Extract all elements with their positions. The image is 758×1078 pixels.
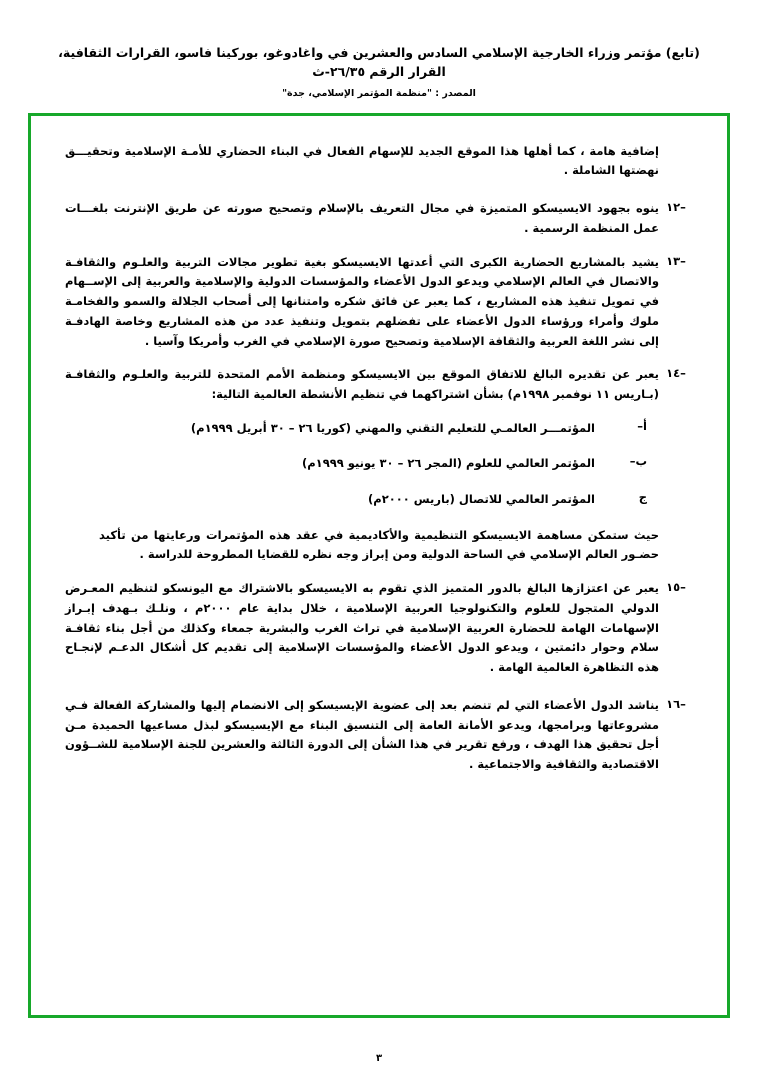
- clause-text: ينوه بجهود الايسيسكو المتميزة في مجال التعريف بالإسلام وتصحيح صورته عن طريق الإنترنت بلغـــات عمل المنظمة الرسمية .: [65, 201, 659, 235]
- clause-text: يعبر عن تقديره البالغ للاتفاق الموقع بين الايسيسكو ومنظمة الأمم المتحدة للتربية والعلـوم والثقافـة (بـاريس ١١ نوفمبر ١٩٩٨م) بشأن اشتراكهما في تنظيم الأنشطة العالمية التالية:: [65, 367, 659, 402]
- subitem-text: المؤتمر العالمي للاتصال (باريس ٢٠٠٠م): [368, 492, 595, 507]
- clause-text: يعبر عن اعتزازها البالغ بالدور المتميز الذي تقوم به الايسيسكو بالاشتراك مع اليونسكو لتنظيم المعـرض الدولي المتجول للعلوم والتكنولوجيا العربية الإسلامية ، خلال بداية عام ٢٠٠٠م ، ونلـك بـهدف إبـراز الإسهامات الهامة للحضارة العربية الإسلامية في تراث الغرب والبشرية جمعاء وكذلك من أجل بناء ثقافـة سلام وحوار دائمتين ، ويدعو الدول الأعضاء والمؤسسات الإسلامية إلى تقديم كل أشكال الدعـم لإنجـاح هذه التظاهرة العالمية الهامة .: [65, 581, 659, 675]
- clause-number: –١٦: [666, 696, 686, 711]
- clause-number: –١٤: [666, 366, 686, 381]
- continued-paragraph: إضافية هامة ، كما أهلها هذا الموقع الجديد للإسهام الفعال في البناء الحضاري للأمـة الإسلامية وتحقيـــق نهضتها الشاملة .: [65, 143, 659, 178]
- clause-15: [65, 579, 693, 678]
- clause-number: –١٣: [666, 253, 686, 268]
- header-title: (تابع) مؤتمر وزراء الخارجية الإسلامي السادس والعشرين في واغادوغو، بوركينا فاسو، القرارات الثقافية، القرار الرقم ٢٦/٣٥-ث: [58, 45, 700, 79]
- clause-text: يناشد الدول الأعضاء التي لم تنضم بعد إلى عضوية الإيسيسكو إلى الانضمام إليها والمشاركة الفعالة فـي مشروعاتها وبرامجها، ويدعو الأمانة العامة إلى التنسيق البناء مع الإيسيسكو لبذل مساعيها الحميدة مـن أجل تحقيق هذا الهدف ، ورفع تقرير في هذا الشأن إلى الدورة الثالثة والعشرين للجنة الإسلامية للشــؤون الاقتصادية والثقافية والاجتماعية .: [65, 697, 659, 772]
- clause-number: –١٥: [666, 580, 686, 595]
- subitem-label: ب–: [629, 454, 647, 469]
- content-body: [31, 116, 727, 799]
- subitem-label: ج: [638, 490, 647, 505]
- subitem-a: [65, 419, 693, 439]
- clause-14: [65, 365, 693, 405]
- clause-number: –١٢: [666, 200, 686, 215]
- clause-14-subitems: [65, 419, 693, 510]
- content-frame: [28, 113, 730, 1018]
- clause-12: [65, 199, 693, 239]
- page-header: [0, 0, 758, 99]
- subitem-text: المؤتمـــر العالمـي للتعليم التقني والمهني (كوريا ٢٦ – ٣٠ أبريل ١٩٩٩م): [190, 420, 595, 435]
- clause-16: [65, 696, 693, 775]
- clause-text: يشيد بالمشاريع الحضارية الكبرى التي أعدتها الايسيسكو بغية تطوير مجالات التربية والعلـوم والثقافـة والاتصال في العالم الإسلامي ويدعو الدول الأعضاء والمؤسسات الدولية والإسلامية والعربية إلى الإســهام في تمويل تنفيذ هذه المشاريع ، كما يعبر عن فائق شكره وامتنانها إلى أصحاب الجلالة والسمو والفخامـة ملوك وأمراء ورؤساء الدول الأعضاء على تفضلهم بتمويل وتنفيذ عدد من هذه المشاريع وخاصة الهادفـة إلى نشر اللغة العربية والثقافة الإسلامية وتصحيح صورة الإسلامي في الغرب وأمريكا وآسيا .: [65, 254, 659, 348]
- subitem-b: [65, 454, 693, 474]
- subitem-label: أ–: [637, 418, 647, 433]
- clause-13: [65, 253, 693, 352]
- subitem-text: المؤتمر العالمي للعلوم (المجر ٢٦ – ٣٠ يونيو ١٩٩٩م): [301, 456, 595, 471]
- clause-14-after-text: حيث ستمكن مساهمة الايسيسكو التنظيمية والأكاديمية في عقد هذه المؤتمرات ورعايتها من تأكيد حضـور العالم الإسلامي في الساحة الدولية ومن إبراز وجه نظره للقضايا المطروحة للدراسة .: [99, 527, 659, 562]
- subitem-c: [65, 490, 693, 510]
- page-number: ٣: [375, 1053, 383, 1064]
- header-source: المصدر : "منظمة المؤتمر الإسلامي، جدة": [282, 87, 476, 99]
